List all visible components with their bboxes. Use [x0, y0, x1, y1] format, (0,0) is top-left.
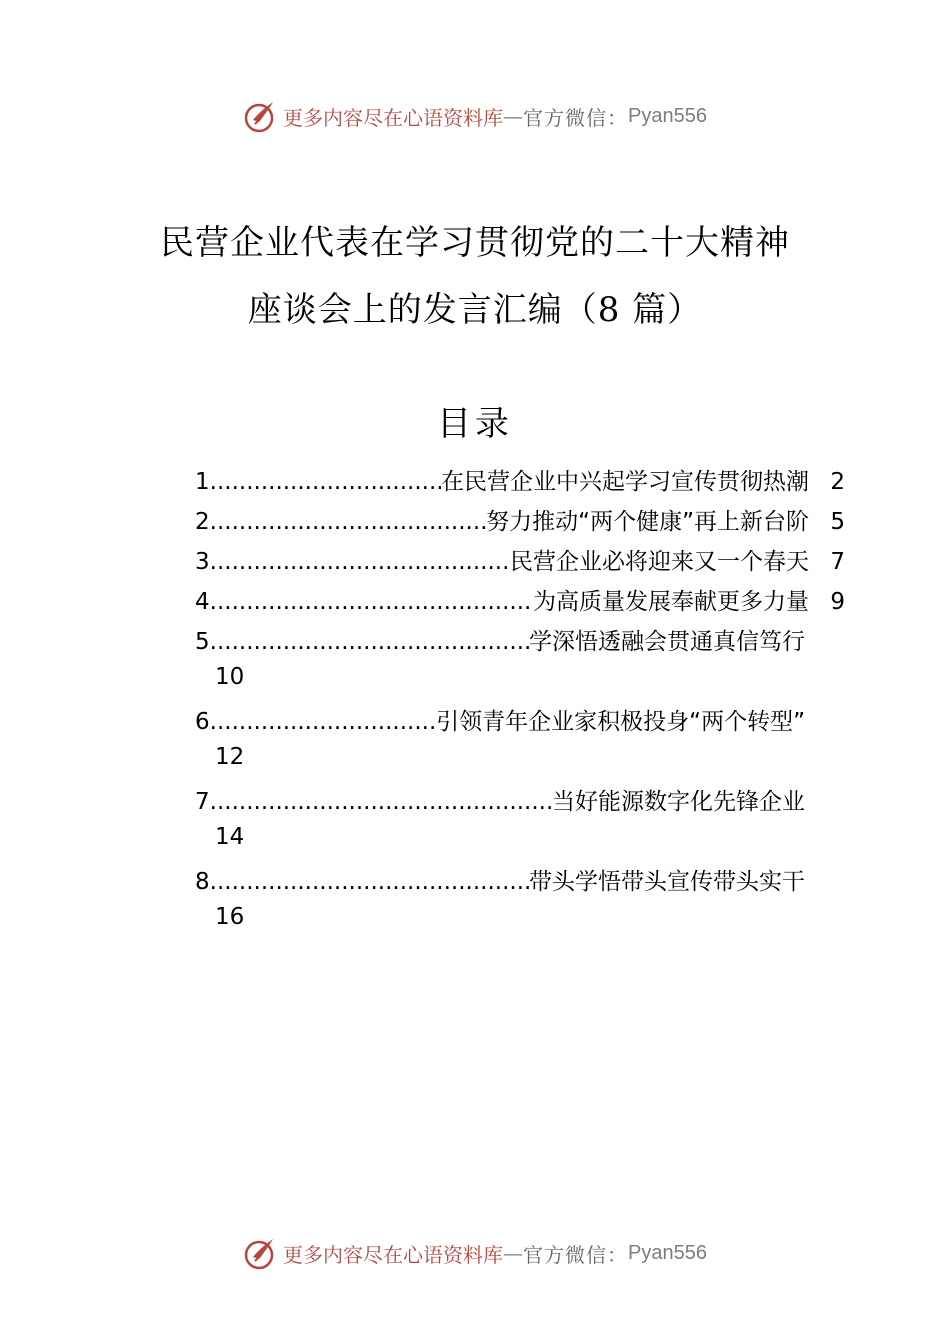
toc-entry-page: 5 — [830, 509, 845, 535]
toc-leader-dots — [210, 582, 533, 622]
toc-entry-1[interactable] — [195, 462, 845, 502]
toc-entry-6[interactable] — [195, 702, 805, 742]
toc-entry-title: 努力推动“两个健康”再上新台阶 — [486, 509, 809, 535]
banner-separator: — — [503, 1241, 524, 1265]
toc-entry-number: 6 — [195, 709, 210, 735]
toc-entry-title: 学深悟透融会贯通真信笃行 — [529, 629, 805, 655]
toc-entry-page: 12 — [215, 744, 245, 770]
toc-entry-number: 7 — [195, 789, 210, 815]
toc-heading: 目录 — [437, 404, 513, 444]
toc-entry-number: 4 — [195, 589, 210, 615]
toc-entry-title: 为高质量发展奉献更多力量 — [533, 589, 809, 615]
toc-entry-title: 当好能源数字化先锋企业 — [552, 789, 805, 815]
banner-separator: — — [503, 104, 524, 128]
toc-leader-dots — [210, 502, 487, 542]
banner-wechat-id: Pyan556 — [628, 104, 707, 127]
toc-entry-number: 5 — [195, 629, 210, 655]
toc-entry-page: 2 — [830, 469, 845, 495]
toc-entry-number: 8 — [195, 869, 210, 895]
toc-entry-number: 1 — [195, 469, 210, 495]
quill-logo-icon — [243, 98, 279, 134]
toc-entry-title: 在民营企业中兴起学习宣传贯彻热潮 — [441, 469, 809, 495]
toc-entry-page: 14 — [215, 824, 245, 850]
toc-leader-dots — [210, 782, 552, 822]
banner-text: 更多内容尽在心语资料库 — [283, 105, 504, 130]
toc-entry-number: 2 — [195, 509, 210, 535]
banner-wechat-id: Pyan556 — [628, 1241, 707, 1264]
document-title-line-1: 民营企业代表在学习贯彻党的二十大精神 — [160, 223, 790, 263]
toc-entry-title: 民营企业必将迎来又一个春天 — [510, 549, 809, 575]
quill-logo-icon — [243, 1235, 279, 1271]
toc-leader-dots — [210, 622, 529, 662]
toc-leader-dots — [210, 542, 510, 582]
banner-text: 更多内容尽在心语资料库 — [283, 1242, 504, 1267]
toc-leader-dots — [210, 462, 441, 502]
banner-wechat-label: 官方微信： — [523, 1242, 629, 1267]
toc-entry-7[interactable] — [195, 782, 805, 822]
toc-entry-2[interactable] — [195, 502, 845, 542]
header-banner — [0, 96, 950, 136]
toc-entry-page: 10 — [215, 664, 245, 690]
table-of-contents — [195, 462, 845, 942]
toc-entry-page: 16 — [215, 904, 245, 930]
footer-banner — [0, 1233, 950, 1273]
toc-entry-3[interactable] — [195, 542, 845, 582]
toc-entry-5[interactable] — [195, 622, 805, 662]
document-title-line-2: 座谈会上的发言汇编（8 篇） — [247, 290, 703, 330]
toc-entry-8[interactable] — [195, 862, 805, 902]
toc-entry-title: 带头学悟带头宣传带头实干 — [529, 869, 805, 895]
toc-entry-page: 9 — [830, 589, 845, 615]
toc-leader-dots — [210, 862, 529, 902]
toc-leader-dots — [210, 702, 437, 742]
toc-entry-page: 7 — [830, 549, 845, 575]
toc-entry-4[interactable] — [195, 582, 845, 622]
toc-entry-title: 引领青年企业家积极投身“两个转型” — [436, 709, 805, 735]
toc-entry-number: 3 — [195, 549, 210, 575]
banner-wechat-label: 官方微信： — [523, 105, 629, 130]
